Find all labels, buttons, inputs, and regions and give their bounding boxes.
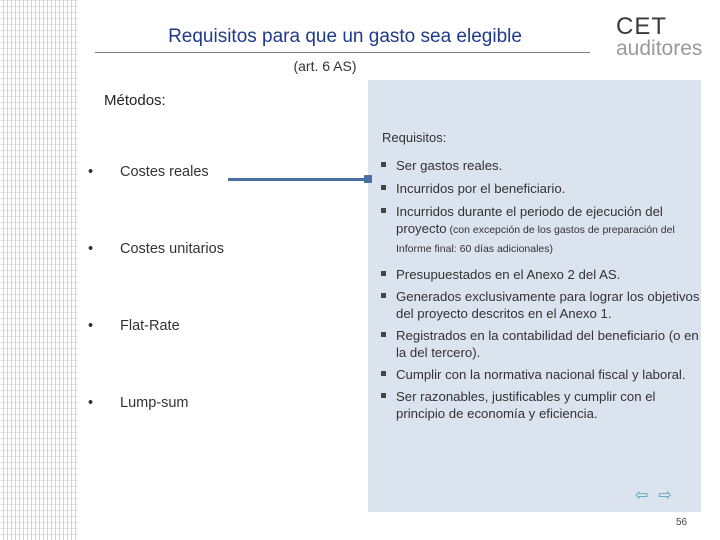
page-number: 56 — [676, 517, 688, 528]
back-arrow-icon[interactable]: ⇦ — [635, 487, 649, 504]
method-item — [88, 395, 189, 411]
slide-navigation — [635, 485, 682, 505]
decorative-stripes — [0, 0, 78, 540]
requirement-item: Ser razonables, justificables y cumplir con el principio de economía y eficiencia. — [380, 388, 700, 422]
bullet-icon: • — [88, 395, 94, 411]
connector-endpoint — [364, 175, 372, 183]
requirement-note: (con excepción de los gastos de preparación del Informe final: 60 días adicionales) — [396, 224, 675, 255]
requirement-item: Cumplir con la normativa nacional fiscal y laboral. — [380, 366, 700, 383]
logo-text-cet: CET — [616, 13, 667, 40]
requirement-item: Registrados en la contabilidad del beneficiario (o en la del tercero). — [380, 327, 700, 361]
method-item — [88, 241, 224, 257]
title-underline — [95, 52, 590, 53]
square-bullet-icon — [381, 185, 386, 190]
square-bullet-icon — [381, 293, 386, 298]
requirement-item: Generados exclusivamente para lograr los objetivos del proyecto descritos en el Anexo 1. — [380, 288, 700, 322]
requirement-item: Incurridos durante el periodo de ejecución del proyecto (con excepción de los gastos de preparación del Informe final: 60 días adicionales) — [380, 203, 700, 258]
requirement-item: Presupuestados en el Anexo 2 del AS. — [380, 266, 700, 283]
square-bullet-icon — [381, 332, 386, 337]
method-label: Lump-sum — [120, 395, 189, 411]
square-bullet-icon — [381, 162, 386, 167]
bullet-icon: • — [88, 164, 94, 180]
square-bullet-icon — [381, 393, 386, 398]
page-subtitle: (art. 6 AS) — [293, 58, 357, 74]
page-title: Requisitos para que un gasto sea elegible — [168, 26, 522, 47]
method-label: Costes unitarios — [120, 241, 224, 257]
method-item — [88, 318, 180, 334]
requirements-list — [380, 157, 700, 422]
square-bullet-icon — [381, 208, 386, 213]
requirements-heading: Requisitos: — [382, 130, 447, 145]
cet-auditores-logo — [616, 13, 716, 60]
forward-arrow-icon[interactable]: ⇨ — [658, 487, 672, 504]
connector-line — [228, 178, 368, 181]
method-label: Flat-Rate — [120, 318, 180, 334]
logo-text-auditores: auditores — [616, 36, 703, 60]
square-bullet-icon — [381, 371, 386, 376]
methods-heading: Métodos: — [104, 92, 166, 109]
method-item — [88, 164, 209, 180]
bullet-icon: • — [88, 241, 94, 257]
method-label: Costes reales — [120, 164, 209, 180]
square-bullet-icon — [381, 271, 386, 276]
bullet-icon: • — [88, 318, 94, 334]
requirement-item: Incurridos por el beneficiario. — [380, 180, 700, 197]
requirement-item: Ser gastos reales. — [380, 157, 700, 174]
